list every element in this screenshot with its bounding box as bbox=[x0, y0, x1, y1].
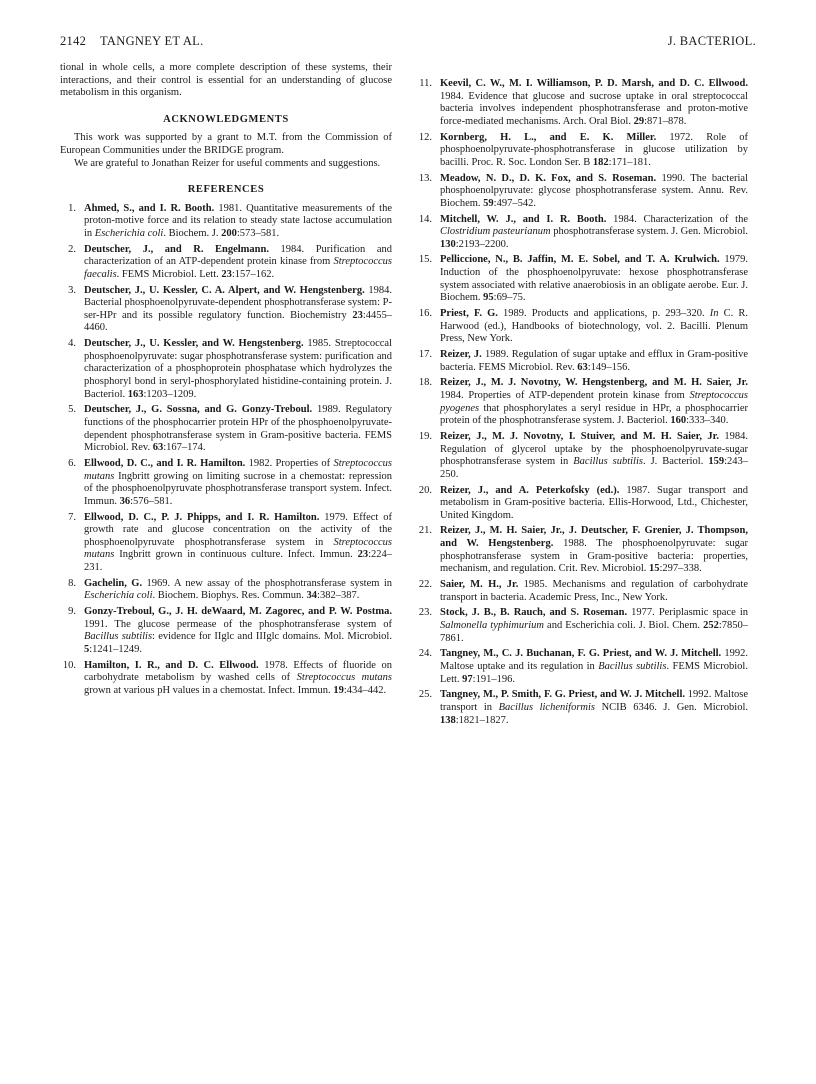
reference-volume: 159 bbox=[708, 456, 725, 468]
reference-volume: 34 bbox=[306, 590, 318, 602]
reference-text: 1988. The phosphoenolpyruvate: sugar phosphotransferase system in Gram-positive bacteria: properties, mechanism, and regulation. Crit. Rev. Microbiol. bbox=[440, 538, 749, 575]
reference-number: 23. bbox=[418, 607, 432, 619]
reference-volume: 29 bbox=[633, 115, 645, 127]
reference-authors: Tangney, M., P. Smith, F. G. Priest, and W. J. Mitchell. bbox=[440, 689, 686, 701]
right-column bbox=[416, 78, 748, 730]
reference-text: 1990. The bacterial phosphoenolpyruvate: glycose phosphotransferase system. Annu. Rev. Biochem. bbox=[440, 172, 748, 209]
reference-authors: Gachelin, G. bbox=[84, 577, 143, 589]
reference-authors: Deutscher, J., U. Kessler, and W. Hengstenberg. bbox=[84, 338, 304, 350]
reference-item bbox=[416, 78, 748, 128]
reference-number: 20. bbox=[418, 484, 432, 496]
running-authors: TANGNEY ET AL. bbox=[100, 34, 204, 48]
reference-item bbox=[60, 244, 392, 282]
reference-text: . FEMS Microbiol. Lett. bbox=[116, 268, 222, 280]
reference-pages: :1241–1249. bbox=[89, 643, 143, 655]
reference-number: 16. bbox=[418, 308, 432, 320]
reference-authors: Hamilton, I. R., and D. C. Ellwood. bbox=[84, 659, 259, 671]
reference-authors: Mitchell, W. J., and I. R. Booth. bbox=[440, 213, 607, 225]
reference-number: 24. bbox=[418, 648, 432, 660]
reference-text: : evidence for IIglc and IIIglc domains. Mol. Microbiol. bbox=[152, 631, 392, 643]
references-heading: REFERENCES bbox=[187, 184, 265, 196]
reference-volume: 23 bbox=[221, 268, 232, 280]
reference-text: 1969. A new assay of the phosphotransferase system in bbox=[142, 577, 392, 589]
reference-pages: :497–542. bbox=[493, 197, 536, 209]
reference-pages: :297–338. bbox=[659, 563, 702, 575]
reference-item bbox=[416, 173, 748, 211]
reference-number: 21. bbox=[418, 525, 432, 537]
reference-italic: Salmonella typhimurium bbox=[440, 620, 544, 631]
reference-text: 1978. Effects of fluoride on carbohydrate metabolism by washed cells of bbox=[84, 659, 393, 684]
acknowledgment-paragraph: We are grateful to Jonathan Reizer for useful comments and suggestions. bbox=[74, 157, 381, 169]
reference-text: . Biochem. J. bbox=[163, 227, 222, 239]
reference-text: 1984. Bacterial phosphoenolpyruvate-dependent phosphotransferase system: P-ser-HPr and its possible regulatory function. Biochemistry bbox=[84, 284, 393, 321]
reference-authors: Gonzy-Treboul, G., J. H. deWaard, M. Zagorec, and P. W. Postma. bbox=[84, 606, 392, 618]
reference-volume: 130 bbox=[440, 238, 456, 250]
reference-volume: 95 bbox=[483, 292, 494, 304]
reference-authors: Ellwood, D. C., and I. R. Hamilton. bbox=[84, 457, 246, 469]
reference-text: and Escherichia coli. J. Biol. Chem. bbox=[543, 620, 704, 631]
reference-number: 18. bbox=[418, 377, 432, 389]
reference-authors: Deutscher, J., U. Kessler, C. A. Alpert, and W. Hengstenberg. bbox=[84, 284, 365, 296]
reference-text: Ingbritt growing on limiting sucrose in a chemostat: repression of the phosphoenolpyruvate phosphotransferase transport system. Infect. Immun. bbox=[84, 470, 392, 507]
reference-text: 1985. Streptococcal phosphoenolpyruvate: sugar phosphotransferase system: purification and characterization of a phosphoprotein phosphatase which hydrolyzes the phosphoryl bond in seryl-phosphorylated histidine-containing protein. J. Bacteriol. bbox=[84, 338, 392, 400]
reference-pages: :167–174. bbox=[163, 442, 206, 454]
reference-pages: :573–581. bbox=[236, 227, 280, 239]
reference-item bbox=[416, 132, 748, 170]
reference-volume: 200 bbox=[221, 227, 237, 239]
reference-number: 11. bbox=[419, 78, 432, 89]
reference-italic: In bbox=[709, 308, 719, 320]
reference-text: 1984. Properties of ATP-dependent protein kinase from bbox=[440, 389, 690, 401]
reference-text: . Biochem. Biophys. Res. Commun. bbox=[152, 590, 307, 602]
reference-item bbox=[416, 485, 748, 523]
reference-text: 1989. Regulatory functions of the phosphocarrier protein HPr of the phosphoenolpyruvate-dependent phosphotransferase system in Gram-positive bacteria. FEMS Microbiol. Rev. bbox=[84, 404, 392, 454]
reference-item bbox=[60, 512, 392, 575]
reference-text: 1979. Effect of growth rate and glucose concentration on the activity of the phosphoenolpyruvate phosphotransferase system in bbox=[84, 511, 392, 548]
reference-italic: Escherichia coli bbox=[94, 227, 164, 239]
reference-text: 1981. Quantitative measurements of the proton-motive force and its relation to steady state lactose accumulation in bbox=[84, 202, 392, 239]
reference-list-right bbox=[416, 78, 748, 727]
reference-pages: :333–340. bbox=[686, 415, 729, 427]
reference-authors: Reizer, J. bbox=[440, 349, 482, 360]
reference-text: NCIB 6346. J. Gen. Microbiol. bbox=[595, 701, 748, 713]
reference-pages: :149–156. bbox=[587, 361, 631, 373]
reference-volume: 23 bbox=[357, 549, 369, 561]
reference-volume: 19 bbox=[333, 684, 344, 696]
reference-number: 1. bbox=[68, 202, 76, 214]
reference-text: 1982. Properties of bbox=[245, 457, 334, 469]
reference-volume: 252 bbox=[703, 620, 719, 631]
reference-italic: Bacillus subtilis bbox=[573, 456, 643, 468]
reference-text: that phosphorylates a seryl residue in HPr, a phosphocarrier protein of the phosphotransferase system. J. Bacteriol. bbox=[440, 402, 748, 427]
reference-text: 1984. Evidence that glucose and sucrose uptake in oral streptococcal bacteria involves independent phosphotransferase and proton-motive force-mediated mechanisms. Arch. Oral Biol. bbox=[440, 90, 748, 127]
reference-text: 1984. Characterization of the bbox=[606, 213, 748, 225]
reference-volume: 63 bbox=[152, 442, 164, 454]
reference-volume: 15 bbox=[649, 563, 660, 575]
reference-authors: Tangney, M., C. J. Buchanan, F. G. Priest, and W. J. Mitchell. bbox=[440, 648, 722, 660]
reference-italic: Bacillus subtilis bbox=[84, 631, 153, 643]
reference-text: 1984. Regulation of glycerol uptake by the phosphoenolpyruvate-sugar phosphotransferase system in bbox=[440, 430, 749, 468]
reference-pages: :576–581. bbox=[130, 495, 173, 507]
reference-text: phosphotransferase system. J. Gen. Microbiol. bbox=[550, 226, 748, 238]
reference-item bbox=[416, 377, 748, 427]
reference-number: 6. bbox=[68, 457, 76, 469]
reference-pages: :69–75. bbox=[493, 292, 526, 304]
reference-volume: 182 bbox=[592, 156, 609, 168]
reference-item bbox=[416, 579, 748, 604]
reference-item bbox=[60, 203, 392, 241]
reference-number: 5. bbox=[68, 404, 76, 416]
reference-pages: :1821–1827. bbox=[455, 714, 509, 726]
reference-text: C. R. Harwood (ed.), Handbooks of biotechnology, vol. 2. Bacilli. Plenum Press, New York. bbox=[440, 308, 748, 345]
reference-volume: 163 bbox=[127, 388, 144, 400]
reference-authors: Stock, J. B., B. Rauch, and S. Roseman. bbox=[440, 607, 628, 619]
reference-list-left bbox=[60, 203, 392, 698]
reference-item bbox=[416, 648, 748, 686]
reference-volume: 63 bbox=[577, 361, 588, 373]
reference-item bbox=[416, 689, 748, 727]
reference-number: 19. bbox=[418, 430, 432, 442]
journal-name: J. BACTERIOL. bbox=[667, 34, 756, 48]
reference-italic: Streptococcus pyogenes bbox=[440, 389, 748, 414]
reference-item bbox=[60, 606, 392, 656]
reference-italic: Clostridium pasteurianum bbox=[440, 226, 551, 238]
acknowledgments-heading: ACKNOWLEDGMENTS bbox=[163, 113, 289, 125]
running-header bbox=[60, 34, 756, 50]
reference-volume: 138 bbox=[440, 714, 456, 726]
reference-authors: Reizer, J., M. J. Novotny, I. Stuiver, and M. H. Saier, Jr. bbox=[440, 430, 719, 442]
reference-authors: Ellwood, D. C., P. J. Phipps, and I. R. Hamilton. bbox=[84, 511, 320, 523]
reference-authors: Keevil, C. W., M. I. Williamson, P. D. Marsh, and D. C. Ellwood. bbox=[440, 78, 748, 89]
reference-authors: Meadow, N. D., D. K. Fox, and S. Roseman. bbox=[440, 172, 657, 184]
reference-italic: Streptococcus mutans bbox=[296, 672, 392, 684]
reference-number: 17. bbox=[418, 349, 432, 360]
reference-item bbox=[416, 431, 748, 481]
reference-authors: Reizer, J., M. H. Saier, Jr., J. Deutscher, F. Grenier, J. Thompson, and W. Hengstenberg. bbox=[440, 525, 748, 550]
reference-number: 10. bbox=[62, 659, 76, 671]
reference-volume: 23 bbox=[352, 309, 363, 321]
reference-item bbox=[60, 338, 392, 401]
reference-authors: Priest, F. G. bbox=[440, 308, 498, 320]
reference-pages: :171–181. bbox=[608, 156, 651, 168]
reference-number: 7. bbox=[68, 511, 76, 523]
reference-pages: :4455–4460. bbox=[84, 309, 392, 334]
reference-number: 22. bbox=[418, 579, 432, 591]
reference-pages: :157–162. bbox=[231, 268, 275, 280]
reference-number: 8. bbox=[68, 577, 76, 589]
reference-italic: Streptococcus faecalis bbox=[84, 256, 392, 280]
reference-italic: Streptococcus mutans bbox=[84, 457, 392, 482]
reference-text: 1977. Periplasmic space in bbox=[627, 607, 748, 619]
reference-item bbox=[416, 254, 748, 304]
reference-volume: 36 bbox=[119, 495, 131, 507]
reference-pages: :2193–2200. bbox=[455, 238, 509, 250]
reference-item bbox=[416, 607, 748, 645]
reference-pages: :243–250. bbox=[440, 456, 748, 480]
reference-volume: 160 bbox=[670, 415, 687, 427]
reference-authors: Ahmed, S., and I. R. Booth. bbox=[84, 202, 215, 214]
reference-item bbox=[60, 285, 392, 335]
reference-pages: :191–196. bbox=[472, 673, 515, 685]
reference-text: 1987. Sugar transport and metabolism in Gram-positive bacteria. Ellis-Horwood, Ltd., Chichester, United Kingdom. bbox=[440, 484, 748, 521]
reference-item bbox=[416, 349, 748, 374]
reference-item bbox=[416, 214, 748, 252]
reference-authors: Deutscher, J., and R. Engelmann. bbox=[84, 243, 269, 255]
reference-italic: Streptococcus mutans bbox=[84, 536, 392, 561]
page-number: 2142 bbox=[60, 34, 87, 48]
reference-item bbox=[60, 660, 392, 698]
reference-text: Ingbritt grown in continuous culture. Infect. Immun. bbox=[114, 549, 358, 561]
reference-authors: Reizer, J., M. J. Novotny, W. Hengstenberg, and M. H. Saier, Jr. bbox=[440, 377, 748, 389]
reference-authors: Deutscher, J., G. Sossna, and G. Gonzy-Treboul. bbox=[84, 404, 313, 416]
reference-volume: 59 bbox=[483, 197, 494, 209]
reference-text: 1985. Mechanisms and regulation of carbohydrate transport in bacteria. Academic Press, Inc., New York. bbox=[440, 579, 749, 603]
reference-item bbox=[60, 404, 392, 454]
reference-volume: 5 bbox=[84, 643, 90, 655]
reference-number: 3. bbox=[68, 284, 76, 296]
reference-pages: :224–231. bbox=[84, 549, 392, 573]
reference-item bbox=[416, 308, 748, 346]
acknowledgment-paragraph: This work was supported by a grant to M.T. from the Commission of European Communities under the BRIDGE program. bbox=[60, 132, 392, 156]
reference-number: 12. bbox=[418, 131, 432, 143]
intro-paragraph: tional in whole cells, a more complete description of these systems, their interactions, and their control is essential for an understanding of glucose metabolism in this organism. bbox=[60, 62, 392, 99]
reference-italic: Bacillus subtilis bbox=[598, 660, 667, 672]
reference-italic: Bacillus licheniformis bbox=[498, 701, 596, 713]
reference-text: 1972. Role of phosphoenolpyruvate-phosphotransferase in glucose utilization by bacilli. Proc. R. Soc. London Ser. B bbox=[440, 131, 749, 168]
reference-number: 13. bbox=[418, 172, 432, 184]
reference-pages: :1203–1209. bbox=[143, 388, 197, 400]
reference-authors: Pelliccione, N., B. Jaffin, M. E. Sobel, and T. A. Krulwich. bbox=[440, 254, 720, 266]
reference-text: . FEMS Microbiol. Lett. bbox=[440, 660, 748, 685]
reference-item bbox=[60, 578, 392, 603]
reference-text: grown at various pH values in a chemostat. Infect. Immun. bbox=[84, 684, 334, 696]
left-column bbox=[60, 62, 392, 701]
reference-text: 1984. Purification and characterization of an ATP-dependent protein kinase from bbox=[84, 243, 393, 268]
reference-number: 9. bbox=[68, 606, 76, 618]
reference-pages: :382–387. bbox=[317, 590, 360, 602]
reference-item bbox=[60, 458, 392, 508]
reference-number: 15. bbox=[418, 254, 432, 266]
reference-pages: :434–442. bbox=[343, 684, 387, 696]
reference-authors: Kornberg, H. L., and E. K. Miller. bbox=[440, 131, 657, 143]
reference-number: 25. bbox=[418, 689, 432, 701]
reference-text: 1989. Products and applications, p. 293–320. bbox=[497, 308, 710, 320]
reference-number: 4. bbox=[68, 338, 76, 350]
reference-text: 1989. Regulation of sugar uptake and efflux in Gram-positive bacteria. FEMS Microbiol. Rev. bbox=[440, 349, 748, 373]
reference-number: 2. bbox=[68, 243, 76, 255]
reference-text: 1979. Induction of the phosphoenolpyruvate: hexose phosphotransferase system associated with relative anaerobiosis in an obligate aerobe. Eur. J. Biochem. bbox=[440, 254, 749, 304]
reference-pages: :7850–7861. bbox=[440, 620, 748, 644]
reference-text: 1991. The glucose permease of the phosphotransferase system of bbox=[84, 618, 392, 630]
reference-text: . J. Bacteriol. bbox=[642, 456, 709, 468]
reference-item bbox=[416, 525, 748, 575]
reference-authors: Reizer, J., and A. Peterkofsky (ed.). bbox=[440, 484, 620, 496]
reference-number: 14. bbox=[418, 213, 432, 225]
reference-volume: 97 bbox=[462, 673, 473, 685]
reference-italic: Escherichia coli bbox=[84, 590, 153, 602]
reference-text: 1992. Maltose transport in bbox=[440, 689, 749, 713]
reference-text: 1992. Maltose uptake and its regulation in bbox=[440, 648, 749, 672]
reference-pages: :871–878. bbox=[644, 115, 687, 127]
reference-authors: Saier, M. H., Jr. bbox=[440, 579, 519, 591]
